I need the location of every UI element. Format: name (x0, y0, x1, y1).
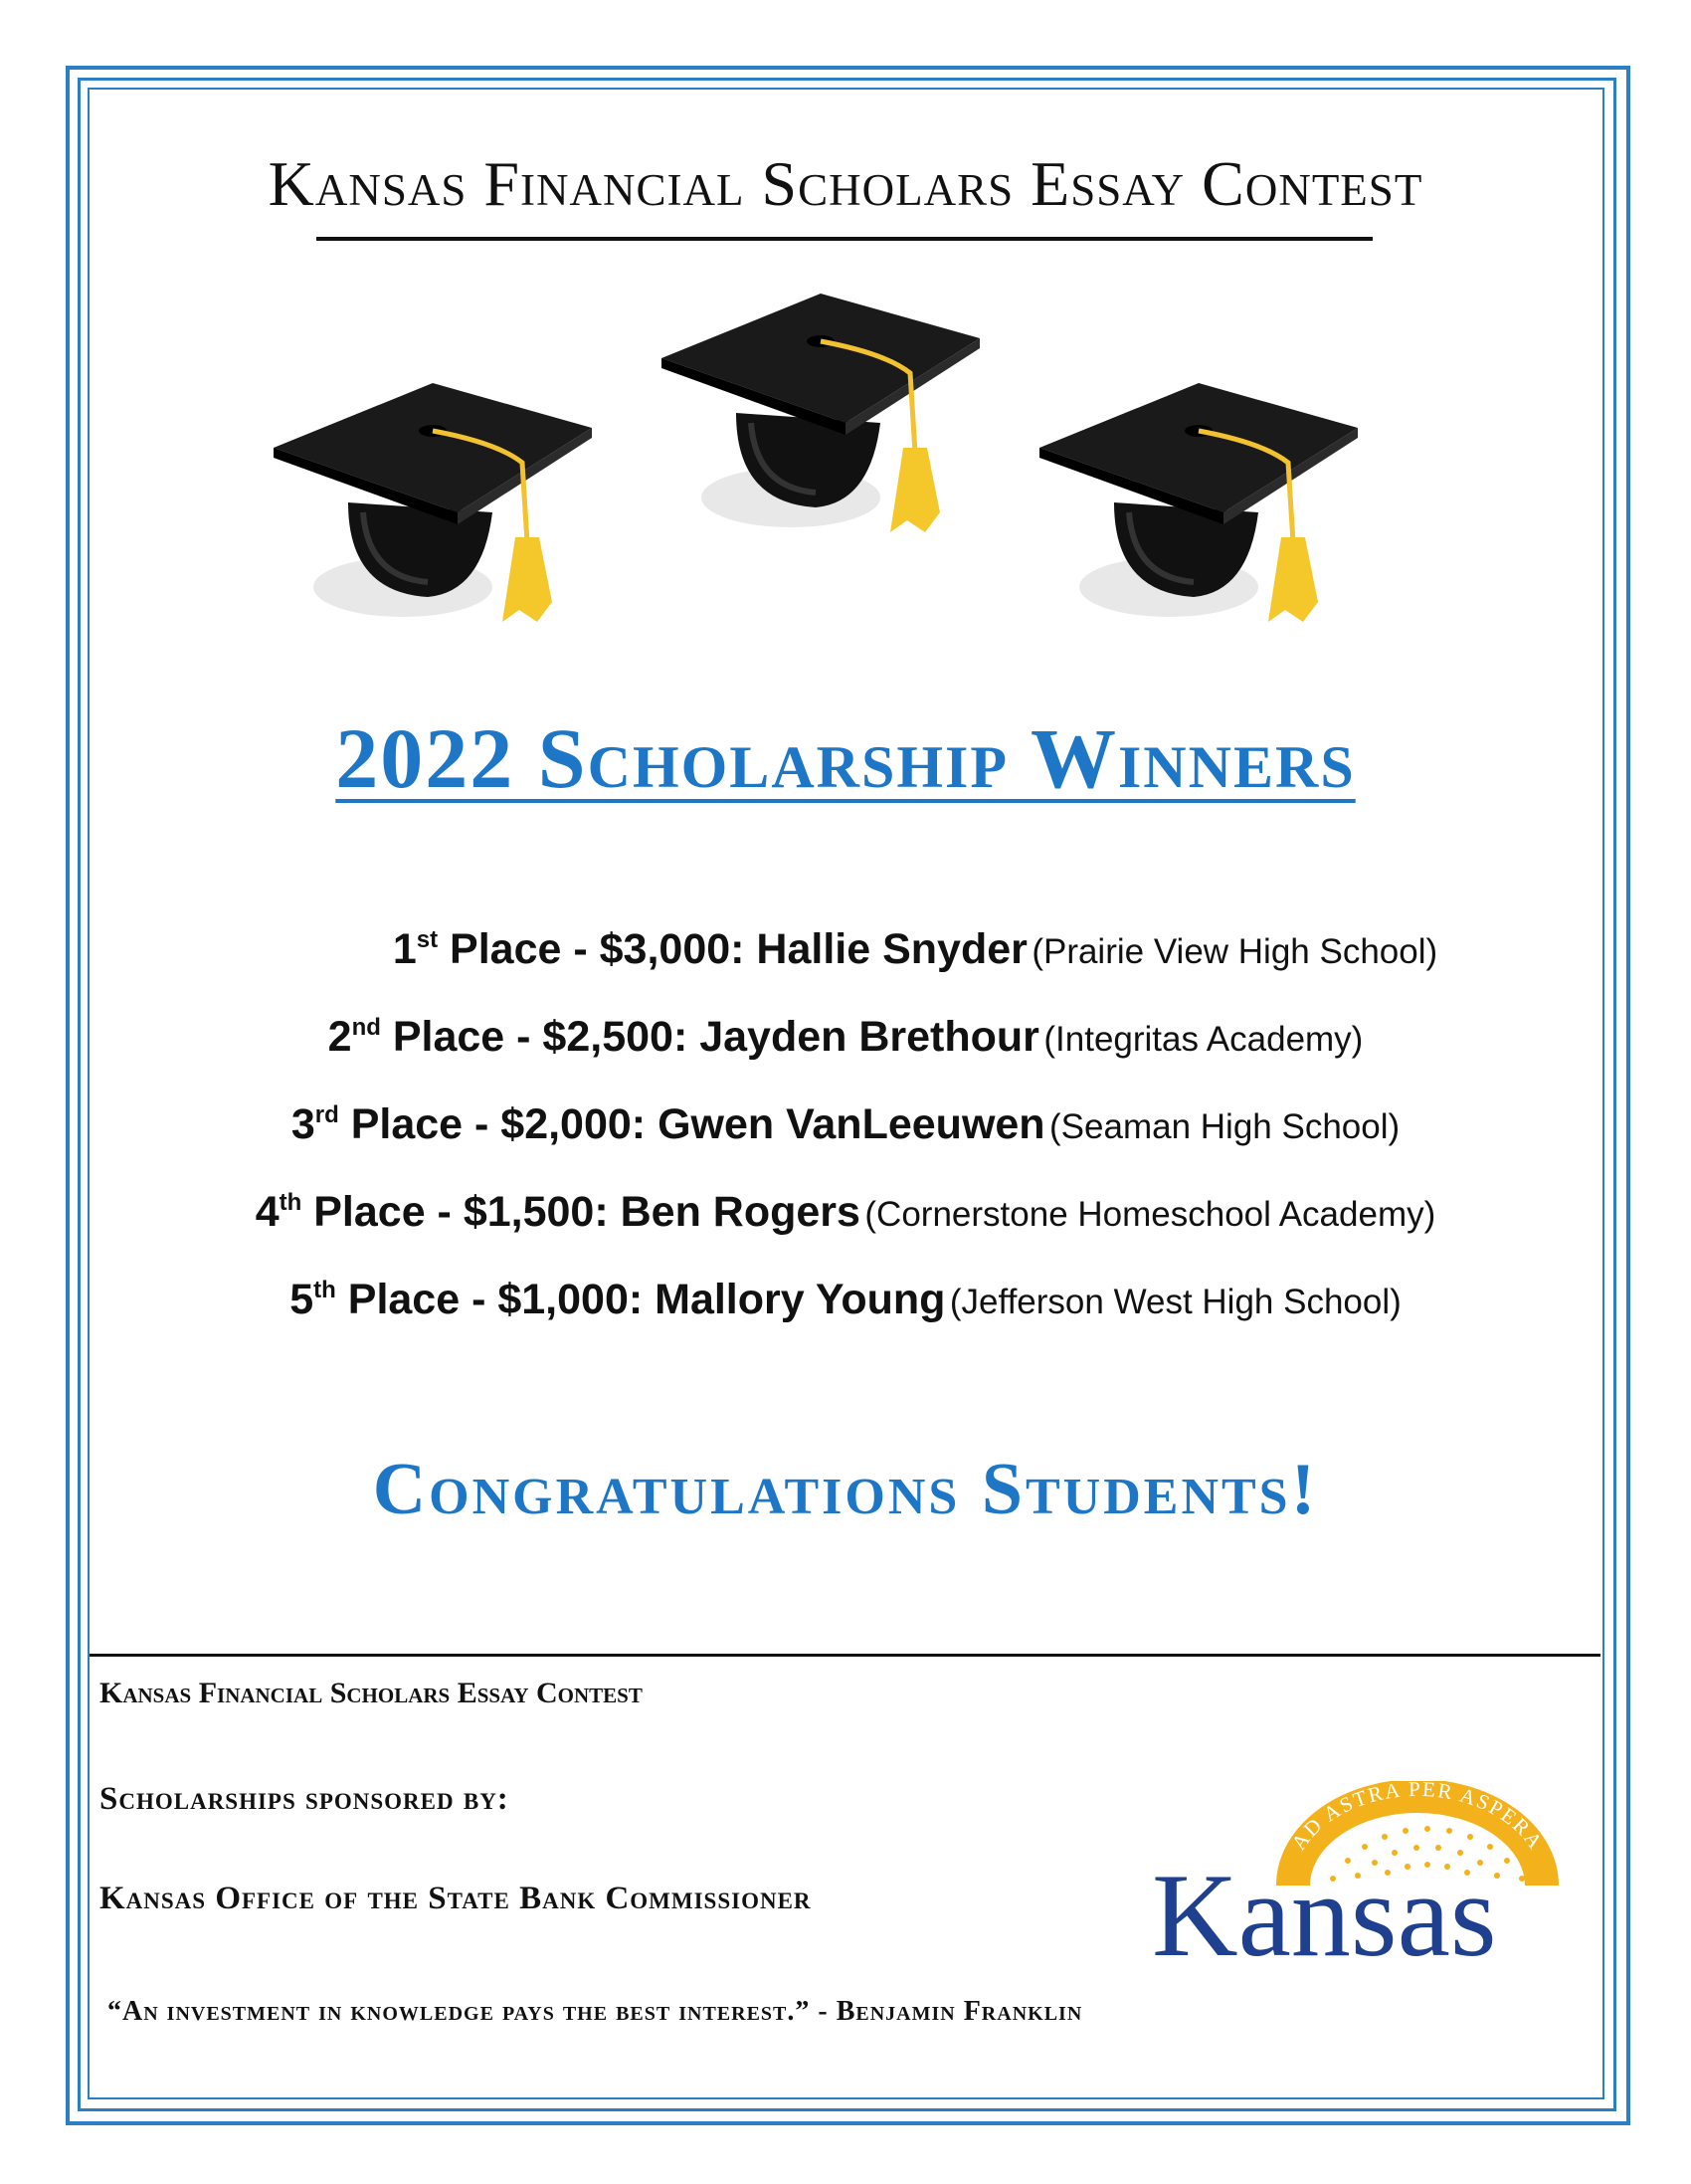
winner-school: (Seaman High School) (1049, 1107, 1401, 1146)
winner-place (289, 1276, 945, 1323)
logo-motto: AD ASTRA PER ASPERA (1286, 1781, 1549, 1855)
footer-contest-name: Kansas Financial Scholars Essay Contest (99, 1677, 643, 1709)
winner-school: (Jefferson West High School) (949, 1283, 1402, 1321)
winner-line-3 (109, 1100, 1582, 1149)
footer-divider (90, 1654, 1600, 1657)
congratulations-heading: Congratulations Students! (372, 1449, 1319, 1530)
winner-line-4 (109, 1188, 1582, 1237)
place-number: 3 (290, 1100, 315, 1148)
winner-prize-name: Place - $2,000: Gwen VanLeeuwen (338, 1100, 1045, 1148)
winner-place (291, 1100, 1045, 1148)
place-suffix: th (313, 1277, 336, 1303)
winner-place (256, 1188, 860, 1236)
footer-sponsor-name: Kansas Office of the State Bank Commissioner (99, 1881, 812, 1916)
winner-line-5 (109, 1276, 1582, 1324)
winner-place (328, 1013, 1039, 1061)
winner-prize-name: Place - $1,500: Ben Rogers (301, 1188, 860, 1236)
title-underline (316, 237, 1373, 241)
winner-prize-name: Place - $2,500: Jayden Brethour (380, 1013, 1039, 1061)
winner-school: (Integritas Academy) (1043, 1020, 1364, 1059)
winner-school: (Cornerstone Homeschool Academy) (864, 1195, 1436, 1234)
footer-quote: “An investment in knowledge pays the best interest.” - Benjamin Franklin (107, 1996, 1083, 2027)
footer-sponsored-by: Scholarships sponsored by: (99, 1781, 509, 1817)
place-number: 4 (255, 1188, 280, 1236)
place-suffix: st (416, 926, 439, 953)
winner-line-2 (109, 1013, 1582, 1062)
place-number: 5 (289, 1276, 314, 1323)
winners-heading (119, 708, 1572, 808)
graduation-cap-icon (1034, 383, 1363, 632)
logo-wordmark: Kansas (1152, 1849, 1497, 1970)
graduation-cap-icon (269, 383, 597, 632)
page-title: Kansas Financial Scholars Essay Contest (268, 148, 1423, 219)
place-suffix: rd (314, 1101, 339, 1128)
winner-line-1 (109, 925, 1651, 974)
place-number: 2 (327, 1013, 352, 1061)
place-suffix: nd (351, 1014, 381, 1041)
winner-school: (Prairie View High School) (1032, 932, 1438, 971)
winner-prize-name: Place - $3,000: Hallie Snyder (438, 925, 1028, 973)
winner-prize-name: Place - $1,000: Mallory Young (335, 1276, 946, 1323)
place-suffix: th (279, 1189, 302, 1216)
place-number: 1 (392, 925, 417, 973)
kansas-logo (1144, 1781, 1562, 1970)
graduation-cap-icon (657, 294, 985, 542)
winners-heading-text: 2022 Scholarship Winners (335, 710, 1356, 806)
winner-place (393, 925, 1028, 973)
